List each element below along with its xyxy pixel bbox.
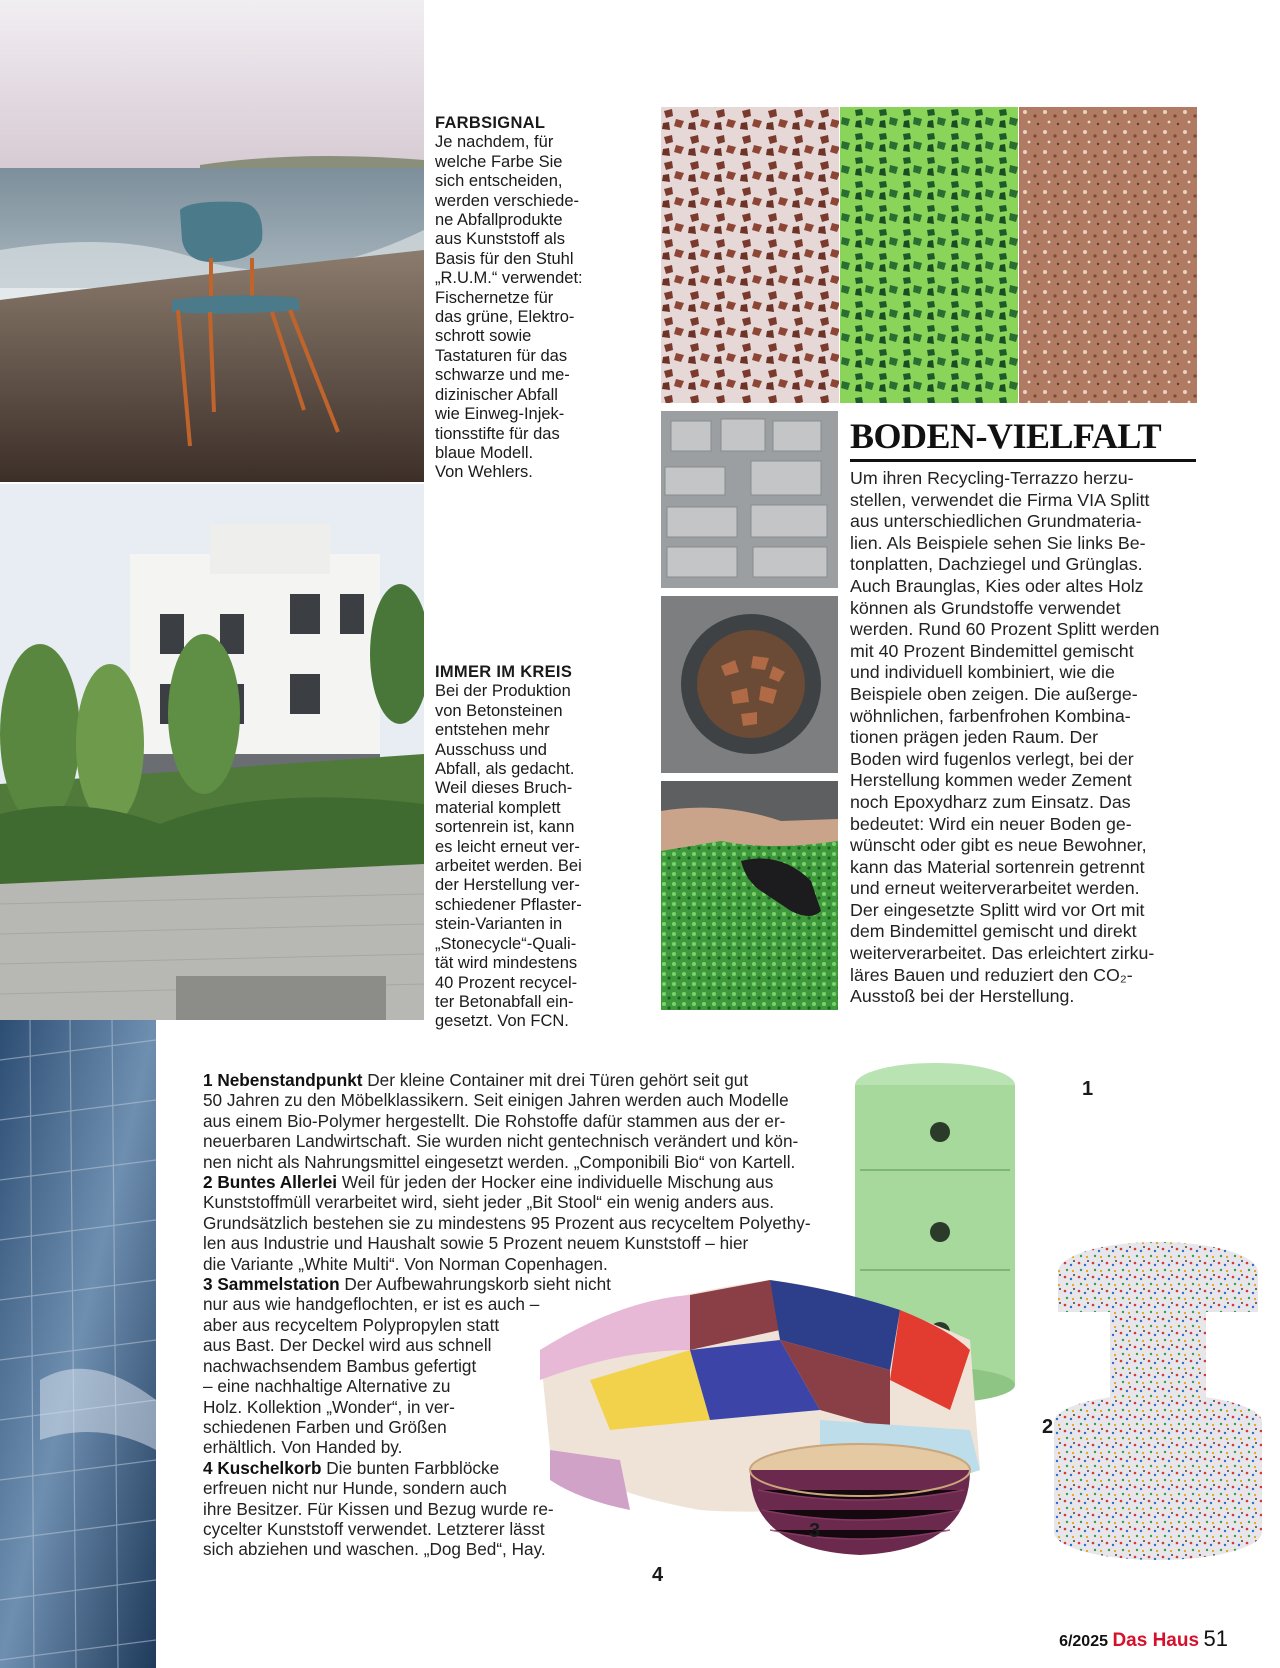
product-number-4: 4 xyxy=(652,1564,664,1586)
article-line: aus unterschiedlichen Grundmateria- xyxy=(850,511,1142,532)
item-4-label: 4 Kuschelkorb xyxy=(203,1457,322,1478)
article-line: werden. Rund 60 Prozent Splitt werden xyxy=(850,619,1160,640)
article-line: bedeutet: Wird ein neuer Boden ge- xyxy=(850,813,1132,834)
green-glass-photo xyxy=(661,781,838,1010)
article-line: kann das Material sortenrein getrennt xyxy=(850,856,1145,877)
item-3-line: nachwachsendem Bambus gefertigt xyxy=(203,1355,477,1376)
title-rule xyxy=(850,459,1196,462)
article-line: und erneut weiterverarbeitet werden. xyxy=(850,878,1140,899)
product-number-3: 3 xyxy=(809,1520,821,1542)
item-1 xyxy=(203,1070,883,1172)
item-2-line: len aus Industrie und Haushalt sowie 5 Prozent neuem Kunststoff – hier xyxy=(203,1233,749,1254)
farbsignal-line: Tastaturen für das xyxy=(435,346,568,365)
farbsignal-line: Fischernetze für xyxy=(435,288,554,307)
item-4-line: ihre Besitzer. Für Kissen und Bezug wurde re- xyxy=(203,1498,554,1519)
farbsignal-line: schrott sowie xyxy=(435,327,532,346)
kreis-line: 40 Prozent recycel- xyxy=(435,973,578,992)
farbsignal-line: sich entscheiden, xyxy=(435,172,563,191)
item-4-line: cycelter Kunststoff verwendet. Letzterer lässt xyxy=(203,1518,545,1539)
item-3-line: erhältlich. Von Handed by. xyxy=(203,1437,403,1458)
item-1-line: Der kleine Container mit drei Türen gehört seit gut xyxy=(362,1070,749,1090)
kreis-line: entstehen mehr xyxy=(435,721,550,740)
farbsignal-title: FARBSIGNAL xyxy=(435,114,546,132)
article-body xyxy=(850,468,1198,1008)
farbsignal-line: werden verschiede- xyxy=(435,191,579,210)
concrete-slabs-photo xyxy=(661,411,838,588)
kreis-line: tät wird mindestens xyxy=(435,954,578,973)
item-3-line: schiedenen Farben und Größen xyxy=(203,1416,447,1437)
item-4-line: sich abziehen und waschen. „Dog Bed“, Hay. xyxy=(203,1539,546,1560)
product-number-1: 1 xyxy=(1082,1078,1094,1100)
kreis-line: Bei der Produktion xyxy=(435,682,571,701)
article-line: stellen, verwendet die Firma VIA Splitt xyxy=(850,489,1150,510)
article-line: können als Grundstoffe verwendet xyxy=(850,597,1121,618)
product-number-2: 2 xyxy=(1042,1416,1054,1438)
item-3-line: aus Bast. Der Deckel wird aus schnell xyxy=(203,1335,492,1356)
product-descriptions xyxy=(203,1070,883,1560)
farbsignal-line: Basis für den Stuhl xyxy=(435,249,574,268)
kreis-line: der Herstellung ver- xyxy=(435,876,580,895)
page-footer xyxy=(1059,1626,1228,1652)
kreis-line: es leicht erneut ver- xyxy=(435,837,580,856)
farbsignal-line: tionsstifte für das xyxy=(435,424,560,443)
building-photo xyxy=(0,484,424,1020)
page-number: 51 xyxy=(1203,1626,1228,1651)
article-line: Ausstoß bei der Herstellung. xyxy=(850,986,1075,1007)
roof-tile-chips-photo xyxy=(661,596,838,773)
article-line: Der eingesetzte Splitt wird vor Ort mit xyxy=(850,899,1145,920)
farbsignal-line: ne Abfallprodukte xyxy=(435,211,563,230)
kreis-line: Abfall, als gedacht. xyxy=(435,760,575,779)
article-line: Auch Braunglas, Kies oder altes Holz xyxy=(850,575,1144,596)
article-line: und individuell kombiniert, wie die xyxy=(850,662,1115,683)
item-3-line: – eine nachhaltige Alternative zu xyxy=(203,1376,451,1397)
article-line: noch Epoxydharz zum Einsatz. Das xyxy=(850,791,1131,812)
kreis-line: stein-Varianten in xyxy=(435,915,563,934)
item-2-line: Kunststoffmüll verarbeitet wird, sieht jeder „Bit Stool“ ein wenig anders aus. xyxy=(203,1192,774,1213)
kreis-line: ter Betonabfall ein- xyxy=(435,992,574,1011)
kreis-line: von Betonsteinen xyxy=(435,701,563,720)
farbsignal-line: Je nachdem, für xyxy=(435,133,554,152)
item-1-line: neuerbaren Landwirtschaft. Sie wurden nicht gentechnisch verändert und kön- xyxy=(203,1131,799,1152)
item-2-line: Weil für jeden der Hocker eine individuelle Mischung aus xyxy=(337,1172,774,1193)
farbsignal-line: welche Farbe Sie xyxy=(435,152,563,171)
kreis-line: Weil dieses Bruch- xyxy=(435,779,573,798)
magazine-name: Das Haus xyxy=(1112,1630,1200,1651)
article-line: tonplatten, Dachziegel und Grünglas. xyxy=(850,554,1143,575)
item-3-line: Der Aufbewahrungskorb sieht nicht xyxy=(339,1274,611,1295)
chair-beach-photo xyxy=(0,0,424,482)
article-title: BODEN-VIELFALT xyxy=(850,416,1162,456)
item-3 xyxy=(203,1274,883,1458)
farbsignal-line: dizinischer Abfall xyxy=(435,385,558,404)
item-2 xyxy=(203,1172,883,1274)
farbsignal-line: wie Einweg-Injek- xyxy=(435,405,565,424)
kreis-line: material komplett xyxy=(435,798,561,817)
kreis-line: gesetzt. Von FCN. xyxy=(435,1012,569,1031)
item-3-line: aber aus recyceltem Polypropylen statt xyxy=(203,1314,500,1335)
item-3-line: nur aus wie handgeflochten, er ist es auch – xyxy=(203,1294,540,1315)
kreis-caption xyxy=(435,663,605,1032)
bit-stool-illustration xyxy=(1054,1242,1262,1560)
item-1-line: aus einem Bio-Polymer hergestellt. Die Rohstoffe dafür stammen aus der er- xyxy=(203,1110,786,1131)
kreis-line: „Stonecycle“-Quali- xyxy=(435,934,577,953)
item-3-line: Holz. Kollektion „Wonder“, in ver- xyxy=(203,1396,455,1417)
farbsignal-caption xyxy=(435,114,605,483)
item-1-line: 50 Jahren zu den Möbelklassikern. Seit einigen Jahren werden auch Modelle xyxy=(203,1090,789,1111)
article-line: wünscht oder gibt es neue Bewohner, xyxy=(850,835,1147,856)
article-line: mit 40 Prozent Bindemittel gemischt xyxy=(850,640,1134,661)
kreis-title: IMMER IM KREIS xyxy=(435,663,573,681)
item-4 xyxy=(203,1458,883,1560)
farbsignal-line: das grüne, Elektro- xyxy=(435,308,575,327)
kreis-line: arbeitet werden. Bei xyxy=(435,857,582,876)
article-line: Herstellung kommen weder Zement xyxy=(850,770,1132,791)
article-line: dem Bindemittel gemischt und direkt xyxy=(850,921,1137,942)
kreis-line: schiedener Pflaster- xyxy=(435,895,582,914)
article-line: Boden wird fugenlos verlegt, bei der xyxy=(850,748,1134,769)
farbsignal-line: schwarze und me- xyxy=(435,366,570,385)
article-line: läres Bauen und reduziert den CO₂- xyxy=(850,964,1133,985)
article-line: weiterverarbeitet. Das erleichtert zirku- xyxy=(850,943,1155,964)
kreis-line: sortenrein ist, kann xyxy=(435,818,575,837)
item-1-label: 1 Nebenstandpunkt xyxy=(203,1070,363,1090)
article-line: Beispiele oben zeigen. Die außerge- xyxy=(850,683,1138,704)
kreis-line: Ausschuss und xyxy=(435,740,547,759)
terrazzo-samples-photo xyxy=(661,107,1197,403)
item-3-label: 3 Sammelstation xyxy=(203,1274,340,1295)
item-2-label: 2 Buntes Allerlei xyxy=(203,1172,338,1193)
issue-number: 6/2025 xyxy=(1059,1633,1108,1650)
farbsignal-line: „R.U.M.“ verwendet: xyxy=(435,269,583,288)
farbsignal-line: aus Kunststoff als xyxy=(435,230,565,249)
item-2-line: die Variante „White Multi“. Von Norman Copenhagen. xyxy=(203,1253,608,1274)
item-4-line: erfreuen nicht nur Hunde, sondern auch xyxy=(203,1478,507,1499)
item-1-line: nen nicht als Nahrungsmittel eingesetzt werden. „Componibili Bio“ von Kartell. xyxy=(203,1151,796,1172)
article-line: lien. Als Beispiele sehen Sie links Be- xyxy=(850,532,1146,553)
article-line: Um ihren Recycling-Terrazzo herzu- xyxy=(850,468,1134,488)
farbsignal-line: Von Wehlers. xyxy=(435,463,533,482)
boden-vielfalt-article xyxy=(850,415,1198,1008)
article-line: wöhnlichen, farbenfrohen Kombina- xyxy=(850,705,1131,726)
article-line: tionen prägen jeden Raum. Der xyxy=(850,727,1099,748)
farbsignal-line: blaue Modell. xyxy=(435,443,534,462)
blue-tiles-photo xyxy=(0,1020,156,1668)
item-2-line: Grundsätzlich bestehen sie zu mindestens 95 Prozent aus recyceltem Polyethy- xyxy=(203,1212,811,1233)
item-4-line: Die bunten Farbblöcke xyxy=(321,1457,500,1478)
